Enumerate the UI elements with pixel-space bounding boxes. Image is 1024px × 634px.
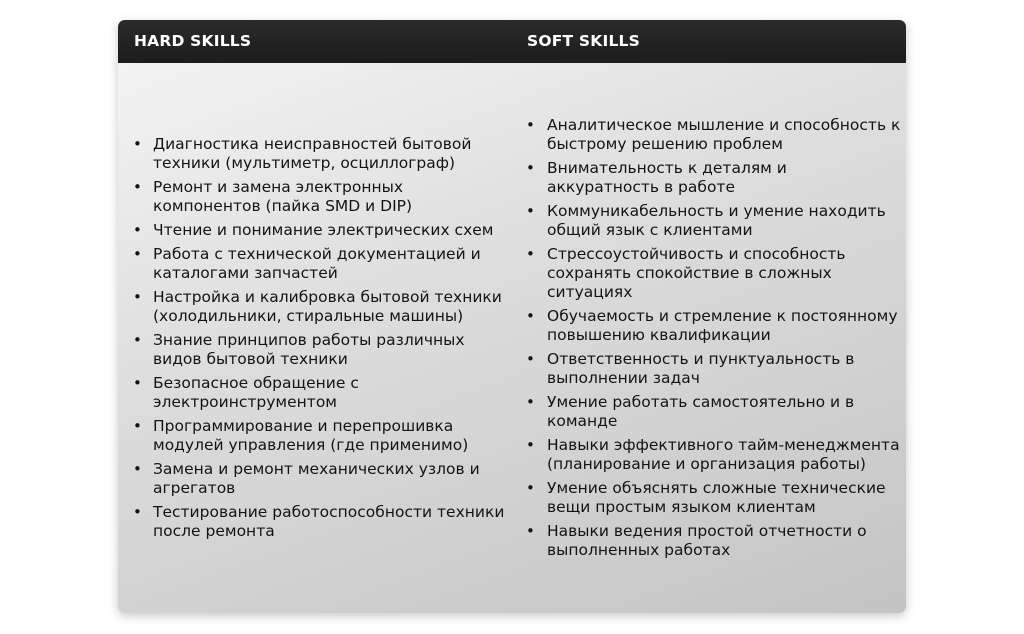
hard-skill-text: Безопасное обращение с электроинструментом xyxy=(153,374,359,411)
hard-skill-text: Программирование и перепрошивка модулей управления (где применимо) xyxy=(153,417,469,454)
soft-skills-header: SOFT SKILLS xyxy=(527,32,640,50)
soft-skill-text: Аналитическое мышление и способность к быстрому решению проблем xyxy=(547,116,901,153)
list-item xyxy=(118,245,511,283)
bullet-icon: • xyxy=(133,221,142,239)
soft-skill-text: Навыки ведения простой отчетности о выполненных работах xyxy=(547,522,867,559)
hard-skill-text: Чтение и понимание электрических схем xyxy=(153,221,494,239)
soft-skill-text: Внимательность к деталям и аккуратность в работе xyxy=(547,159,787,196)
list-item xyxy=(511,479,906,517)
hard-skill-text: Ремонт и замена электронных компонентов (пайка SMD и DIP) xyxy=(153,178,413,215)
bullet-icon: • xyxy=(133,374,142,392)
hard-skill-text: Работа с технической документацией и каталогами запчастей xyxy=(153,245,481,282)
bullet-icon: • xyxy=(526,350,535,368)
bullet-icon: • xyxy=(526,245,535,263)
hard-skill-text: Знание принципов работы различных видов бытовой техники xyxy=(153,331,465,368)
list-item xyxy=(118,178,511,216)
hard-skills-header: HARD SKILLS xyxy=(134,32,252,50)
bullet-icon: • xyxy=(526,116,535,134)
list-item xyxy=(511,159,906,197)
soft-skill-text: Ответственность и пунктуальность в выполнении задач xyxy=(547,350,855,387)
list-item xyxy=(511,350,906,388)
list-item xyxy=(511,245,906,302)
bullet-icon: • xyxy=(526,159,535,177)
list-item xyxy=(118,221,511,240)
soft-skills-list xyxy=(511,116,906,560)
bullet-icon: • xyxy=(133,135,142,153)
soft-skill-text: Умение объяснять сложные технические вещи простым языком клиентам xyxy=(547,479,886,516)
soft-skills-column xyxy=(511,63,906,613)
list-item xyxy=(118,460,511,498)
hard-skills-column xyxy=(118,63,511,613)
list-item xyxy=(118,417,511,455)
hard-skills-list xyxy=(118,135,511,541)
bullet-icon: • xyxy=(133,178,142,196)
soft-skill-text: Стрессоустойчивость и способность сохранять спокойствие в сложных ситуациях xyxy=(547,245,846,301)
list-item xyxy=(511,307,906,345)
soft-skill-text: Коммуникабельность и умение находить общий язык с клиентами xyxy=(547,202,886,239)
bullet-icon: • xyxy=(526,522,535,540)
list-item xyxy=(511,393,906,431)
list-item xyxy=(118,288,511,326)
soft-skill-text: Обучаемость и стремление к постоянному повышению квалификации xyxy=(547,307,898,344)
bullet-icon: • xyxy=(133,417,142,435)
hard-skill-text: Замена и ремонт механических узлов и агрегатов xyxy=(153,460,480,497)
bullet-icon: • xyxy=(526,436,535,454)
list-item xyxy=(118,374,511,412)
list-item xyxy=(511,522,906,560)
bullet-icon: • xyxy=(526,479,535,497)
list-item xyxy=(511,436,906,474)
list-item xyxy=(511,116,906,154)
table-header xyxy=(118,20,906,63)
bullet-icon: • xyxy=(133,331,142,349)
soft-skill-text: Умение работать самостоятельно и в команде xyxy=(547,393,855,430)
bullet-icon: • xyxy=(526,307,535,325)
hard-skill-text: Диагностика неисправностей бытовой техники (мультиметр, осциллограф) xyxy=(153,135,472,172)
bullet-icon: • xyxy=(133,288,142,306)
soft-skill-text: Навыки эффективного тайм-менеджмента (планирование и организация работы) xyxy=(547,436,900,473)
skills-table xyxy=(118,20,906,613)
bullet-icon: • xyxy=(133,503,142,521)
hard-skill-text: Настройка и калибровка бытовой техники (холодильники, стиральные машины) xyxy=(153,288,502,325)
list-item xyxy=(511,202,906,240)
list-item xyxy=(118,331,511,369)
list-item xyxy=(118,135,511,173)
bullet-icon: • xyxy=(133,245,142,263)
hard-skill-text: Тестирование работоспособности техники после ремонта xyxy=(153,503,505,540)
bullet-icon: • xyxy=(526,393,535,411)
bullet-icon: • xyxy=(526,202,535,220)
list-item xyxy=(118,503,511,541)
bullet-icon: • xyxy=(133,460,142,478)
